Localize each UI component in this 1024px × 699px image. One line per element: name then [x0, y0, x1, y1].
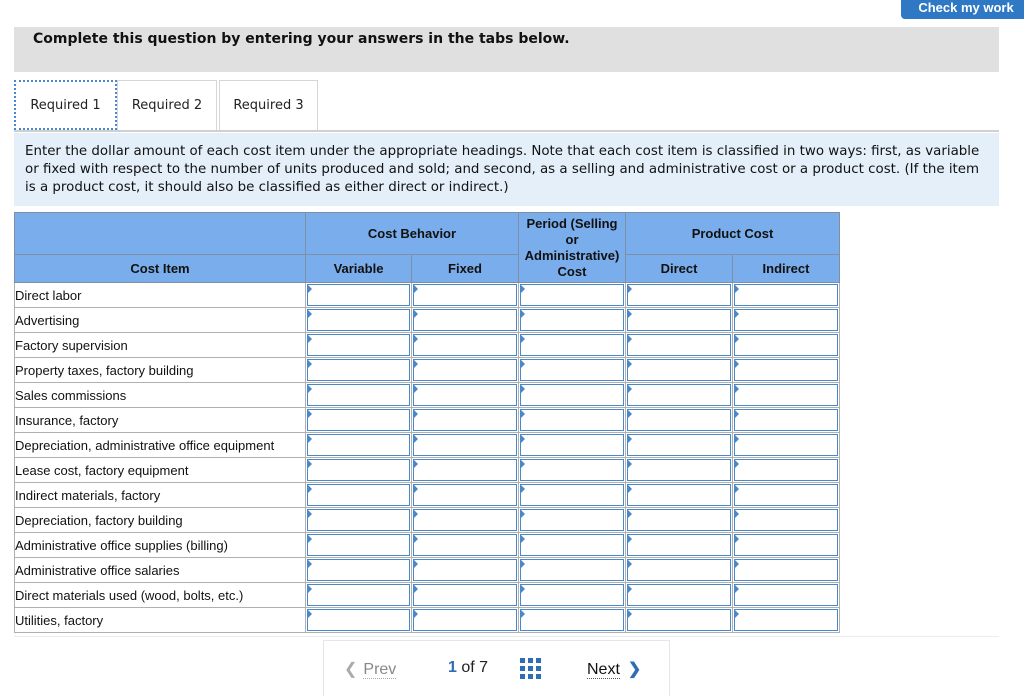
direct-input-cell[interactable]: [626, 383, 733, 408]
fixed-input[interactable]: [413, 309, 517, 331]
direct-input-cell[interactable]: [626, 508, 733, 533]
fixed-input-cell[interactable]: [412, 408, 519, 433]
instruction-bar: [14, 27, 999, 72]
indirect-input-cell[interactable]: [733, 383, 840, 408]
table-row: [15, 308, 840, 333]
direct-input-cell[interactable]: [626, 358, 733, 383]
direct-input[interactable]: [627, 584, 731, 606]
cost-item-label: Insurance, factory: [15, 408, 306, 433]
direct-input[interactable]: [627, 559, 731, 581]
period-input-cell[interactable]: [519, 333, 626, 358]
direct-input[interactable]: [627, 534, 731, 556]
indirect-input[interactable]: [734, 359, 838, 381]
variable-input[interactable]: [307, 484, 410, 506]
indirect-input[interactable]: [734, 409, 838, 431]
variable-input[interactable]: [307, 284, 410, 306]
period-input-cell[interactable]: [519, 483, 626, 508]
cost-item-label: Administrative office supplies (billing): [15, 533, 306, 558]
variable-input-cell[interactable]: [306, 583, 412, 608]
variable-input-cell[interactable]: [306, 383, 412, 408]
variable-input-cell[interactable]: [306, 433, 412, 458]
header-period-cost: [519, 213, 626, 283]
direct-input[interactable]: [627, 434, 731, 456]
table-row: [15, 558, 840, 583]
direct-input-cell[interactable]: [626, 283, 733, 308]
variable-input-cell[interactable]: [306, 508, 412, 533]
indirect-input[interactable]: [734, 334, 838, 356]
direct-input[interactable]: [627, 359, 731, 381]
cost-item-label: Sales commissions: [15, 383, 306, 408]
total-pages: 7: [479, 659, 489, 676]
table-row: [15, 383, 840, 408]
fixed-input[interactable]: [413, 334, 517, 356]
direct-input-cell[interactable]: [626, 533, 733, 558]
cost-item-label: Utilities, factory: [15, 608, 306, 633]
indirect-input[interactable]: [734, 459, 838, 481]
fixed-input-cell[interactable]: [412, 433, 519, 458]
variable-input[interactable]: [307, 359, 410, 381]
header-direct: Direct: [626, 255, 733, 283]
header-indirect: Indirect: [733, 255, 840, 283]
cost-item-label: Factory supervision: [15, 333, 306, 358]
cost-item-label: Depreciation, administrative office equipment: [15, 433, 306, 458]
variable-input[interactable]: [307, 584, 410, 606]
table-row: [15, 283, 840, 308]
period-input-cell[interactable]: [519, 608, 626, 633]
cost-item-label: Depreciation, factory building: [15, 508, 306, 533]
fixed-input-cell[interactable]: [412, 458, 519, 483]
variable-input-cell[interactable]: [306, 408, 412, 433]
period-input-cell[interactable]: [519, 508, 626, 533]
fixed-input[interactable]: [413, 409, 517, 431]
indirect-input-cell[interactable]: [733, 458, 840, 483]
period-input[interactable]: [520, 509, 624, 531]
fixed-input[interactable]: [413, 284, 517, 306]
direct-input[interactable]: [627, 334, 731, 356]
indirect-input-cell[interactable]: [733, 558, 840, 583]
direct-input-cell[interactable]: [626, 558, 733, 583]
fixed-input[interactable]: [413, 434, 517, 456]
cost-item-label: Direct labor: [15, 283, 306, 308]
variable-input[interactable]: [307, 609, 410, 631]
table-row: [15, 483, 840, 508]
period-input[interactable]: [520, 384, 624, 406]
cost-item-label: Direct materials used (wood, bolts, etc.): [15, 583, 306, 608]
current-page: 1: [448, 659, 457, 676]
fixed-input[interactable]: [413, 484, 517, 506]
direct-input[interactable]: [627, 484, 731, 506]
period-input[interactable]: [520, 284, 624, 306]
period-input[interactable]: [520, 534, 624, 556]
direct-input-cell[interactable]: [626, 458, 733, 483]
direct-input-cell[interactable]: [626, 583, 733, 608]
period-input-cell[interactable]: [519, 433, 626, 458]
tab-required-1[interactable]: Required 1: [14, 80, 117, 130]
direct-input-cell[interactable]: [626, 308, 733, 333]
variable-input-cell[interactable]: [306, 458, 412, 483]
chevron-left-icon: ❮: [344, 661, 358, 678]
header-cost-behavior: Cost Behavior: [306, 213, 519, 255]
variable-input-cell[interactable]: [306, 608, 412, 633]
variable-input[interactable]: [307, 409, 410, 431]
direct-input[interactable]: [627, 384, 731, 406]
indirect-input-cell[interactable]: [733, 608, 840, 633]
cost-classification-table: [14, 212, 840, 633]
variable-input-cell[interactable]: [306, 483, 412, 508]
table-row: [15, 333, 840, 358]
tab-divider: [14, 130, 999, 132]
of-label: of: [461, 659, 475, 676]
fixed-input-cell[interactable]: [412, 358, 519, 383]
fixed-input-cell[interactable]: [412, 483, 519, 508]
period-input[interactable]: [520, 584, 624, 606]
indirect-input[interactable]: [734, 534, 838, 556]
indirect-input[interactable]: [734, 284, 838, 306]
period-input-cell[interactable]: [519, 558, 626, 583]
table-row: [15, 458, 840, 483]
fixed-input[interactable]: [413, 559, 517, 581]
page-indicator: [448, 659, 488, 677]
fixed-input[interactable]: [413, 359, 517, 381]
direct-input-cell[interactable]: [626, 433, 733, 458]
cost-item-label: Indirect materials, factory: [15, 483, 306, 508]
table-row: [15, 583, 840, 608]
instruction-text: Complete this question by entering your answers in the tabs below.: [33, 31, 570, 47]
header-blank: [15, 213, 306, 255]
period-input-cell[interactable]: [519, 458, 626, 483]
prev-label: Prev: [363, 661, 397, 678]
period-input-cell[interactable]: [519, 533, 626, 558]
question-description: Enter the dollar amount of each cost item under the appropriate headings. Note that each cost item is classified in two ways: first, as variable or fixed with respect to the number of units produced and sold; and second, as a selling and administrative cost or a product cost. (If the item is a product cost, it should also be classified as either direct or indirect.): [14, 133, 999, 206]
prev-button[interactable]: [344, 659, 396, 679]
header-fixed: Fixed: [412, 255, 519, 283]
variable-input[interactable]: [307, 534, 410, 556]
cost-item-label: Property taxes, factory building: [15, 358, 306, 383]
period-input[interactable]: [520, 484, 624, 506]
period-line-4: Cost: [557, 263, 587, 279]
table-row: [15, 358, 840, 383]
period-input[interactable]: [520, 409, 624, 431]
indirect-input-cell[interactable]: [733, 308, 840, 333]
table-row: [15, 608, 840, 633]
indirect-input[interactable]: [734, 609, 838, 631]
period-line-2: or: [565, 231, 579, 247]
indirect-input[interactable]: [734, 509, 838, 531]
fixed-input[interactable]: [413, 534, 517, 556]
indirect-input-cell[interactable]: [733, 533, 840, 558]
period-input-cell[interactable]: [519, 383, 626, 408]
direct-input-cell[interactable]: [626, 333, 733, 358]
indirect-input[interactable]: [734, 559, 838, 581]
variable-input-cell[interactable]: [306, 333, 412, 358]
direct-input[interactable]: [627, 509, 731, 531]
indirect-input[interactable]: [734, 309, 838, 331]
variable-input[interactable]: [307, 309, 410, 331]
header-cost-item: Cost Item: [15, 255, 306, 283]
indirect-input-cell[interactable]: [733, 283, 840, 308]
direct-input[interactable]: [627, 609, 731, 631]
indirect-input-cell[interactable]: [733, 333, 840, 358]
fixed-input-cell[interactable]: [412, 283, 519, 308]
tab-required-2[interactable]: Required 2: [117, 80, 217, 130]
variable-input[interactable]: [307, 384, 410, 406]
direct-input[interactable]: [627, 459, 731, 481]
period-input-cell[interactable]: [519, 583, 626, 608]
indirect-input-cell[interactable]: [733, 508, 840, 533]
period-input[interactable]: [520, 359, 624, 381]
cost-item-label: Advertising: [15, 308, 306, 333]
table-row: [15, 533, 840, 558]
footer-divider: [14, 636, 999, 637]
fixed-input[interactable]: [413, 384, 517, 406]
period-input-cell[interactable]: [519, 408, 626, 433]
cost-item-label: Administrative office salaries: [15, 558, 306, 583]
period-input[interactable]: [520, 309, 624, 331]
direct-input[interactable]: [627, 284, 731, 306]
next-label: Next: [587, 661, 620, 678]
fixed-input-cell[interactable]: [412, 333, 519, 358]
chevron-right-icon: ❯: [627, 661, 642, 678]
period-input-cell[interactable]: [519, 308, 626, 333]
period-input[interactable]: [520, 459, 624, 481]
table-body: [15, 283, 840, 633]
period-input[interactable]: [520, 334, 624, 356]
table-row: [15, 508, 840, 533]
variable-input[interactable]: [307, 434, 410, 456]
period-input[interactable]: [520, 434, 624, 456]
period-input-cell[interactable]: [519, 358, 626, 383]
fixed-input-cell[interactable]: [412, 558, 519, 583]
fixed-input-cell[interactable]: [412, 508, 519, 533]
indirect-input[interactable]: [734, 384, 838, 406]
indirect-input-cell[interactable]: [733, 583, 840, 608]
fixed-input[interactable]: [413, 584, 517, 606]
direct-input[interactable]: [627, 309, 731, 331]
direct-input[interactable]: [627, 409, 731, 431]
period-input-cell[interactable]: [519, 283, 626, 308]
table-row: [15, 408, 840, 433]
indirect-input[interactable]: [734, 484, 838, 506]
fixed-input-cell[interactable]: [412, 583, 519, 608]
indirect-input[interactable]: [734, 434, 838, 456]
cost-item-label: Lease cost, factory equipment: [15, 458, 306, 483]
indirect-input-cell[interactable]: [733, 433, 840, 458]
pagination: [323, 640, 670, 696]
next-button[interactable]: [587, 659, 641, 679]
tab-required-3[interactable]: Required 3: [219, 80, 318, 130]
variable-input[interactable]: [307, 459, 410, 481]
variable-input[interactable]: [307, 509, 410, 531]
fixed-input-cell[interactable]: [412, 383, 519, 408]
direct-input-cell[interactable]: [626, 483, 733, 508]
period-input[interactable]: [520, 559, 624, 581]
header-variable: Variable: [306, 255, 412, 283]
variable-input-cell[interactable]: [306, 533, 412, 558]
grid-menu-icon[interactable]: [520, 658, 541, 679]
table-row: [15, 433, 840, 458]
period-line-1: Period (Selling: [526, 215, 618, 231]
indirect-input-cell[interactable]: [733, 483, 840, 508]
fixed-input[interactable]: [413, 509, 517, 531]
header-product-cost: Product Cost: [626, 213, 840, 255]
variable-input-cell[interactable]: [306, 283, 412, 308]
indirect-input-cell[interactable]: [733, 358, 840, 383]
period-input[interactable]: [520, 609, 624, 631]
fixed-input-cell[interactable]: [412, 533, 519, 558]
variable-input-cell[interactable]: [306, 558, 412, 583]
fixed-input-cell[interactable]: [412, 608, 519, 633]
variable-input[interactable]: [307, 334, 410, 356]
variable-input[interactable]: [307, 559, 410, 581]
period-line-3: Administrative): [524, 247, 620, 263]
variable-input-cell[interactable]: [306, 358, 412, 383]
fixed-input[interactable]: [413, 609, 517, 631]
direct-input-cell[interactable]: [626, 608, 733, 633]
variable-input-cell[interactable]: [306, 308, 412, 333]
fixed-input-cell[interactable]: [412, 308, 519, 333]
fixed-input[interactable]: [413, 459, 517, 481]
check-my-work-button[interactable]: Check my work: [901, 0, 1024, 19]
indirect-input-cell[interactable]: [733, 408, 840, 433]
direct-input-cell[interactable]: [626, 408, 733, 433]
indirect-input[interactable]: [734, 584, 838, 606]
